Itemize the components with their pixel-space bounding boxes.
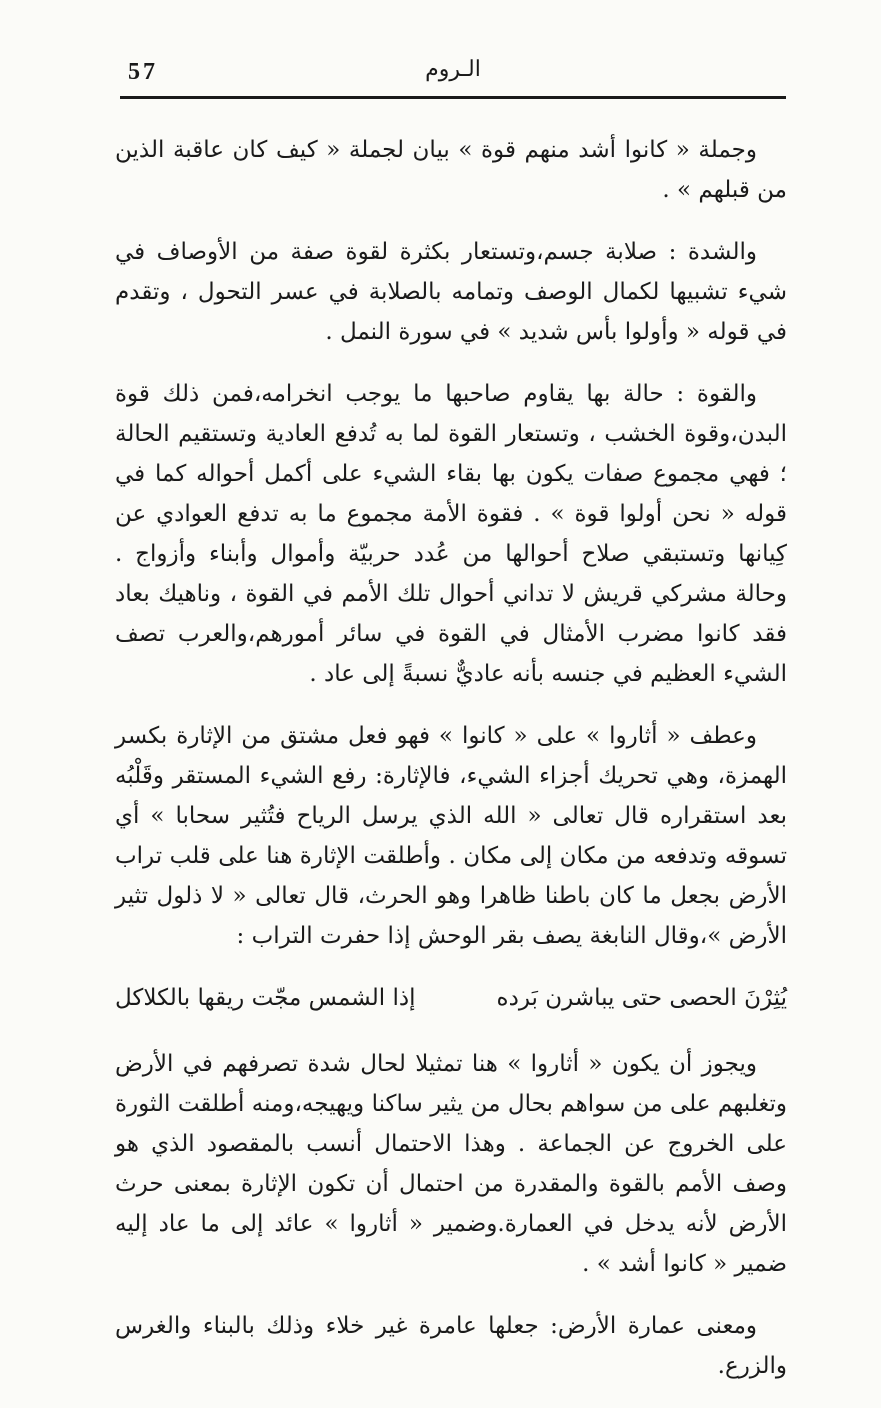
paragraph-yajuz: ويجوز أن يكون « أثاروا » هنا تمثيلا لحال شدة تصرفهم في الأرض وتغلبهم على من سواهم بحال من يثير ساكنا ويهيجه،ومنه أطلقت الثورة على الخروج عن الجماعة . وهذا الاحتمال أنسب بالمقصود الذي هو وصف الأمم بالقوة والمقدرة من احتمال أن تكون الإثارة بمعنى حرث الأرض لأنه يدخل في العمارة.وضمير « أثاروا » عائد إلى ما عاد إليه ضمير « كانوا أشد » .: [115, 1051, 787, 1277]
surah-title: الـروم: [425, 57, 481, 82]
body-text: [115, 130, 787, 1408]
paragraph-imara: ومعنى عمارة الأرض: جعلها عامرة غير خلاء وذلك بالبناء والغرس والزرع.: [115, 1313, 787, 1379]
header-rule: [120, 96, 786, 99]
verse-second-hemistich: إذا الشمس مجّت ريقها بالكلاكل: [115, 985, 416, 1011]
poetry-verse: [115, 978, 787, 1022]
running-header: [120, 55, 786, 95]
paragraph-shidda: والشدة : صلابة جسم،وتستعار بكثرة لقوة صفة من الأوصاف في شيء تشبيها لكمال الوصف وتمامه بالصلابة في عسر التحول ، وتقدم في قوله « وأولوا بأس شديد » في سورة النمل .: [115, 239, 787, 345]
paragraph-jumla: وجملة « كانوا أشد منهم قوة » بيان لجملة « كيف كان عاقبة الذين من قبلهم » .: [115, 137, 787, 203]
page-number: 57: [128, 59, 158, 85]
paragraph-atf-atharu: وعطف « أثاروا » على « كانوا » فهو فعل مشتق من الإثارة بكسر الهمزة، وهي تحريك أجزاء الشيء، فالإثارة: رفع الشيء المستقر وقَلْبُه بعد استقراره قال تعالى « الله الذي يرسل الرياح فتُثير سحابا » أي تسوقه وتدفعه من مكان إلى مكان . وأطلقت الإثارة هنا على قلب تراب الأرض بجعل ما كان باطنا ظاهرا وهو الحرث، قال تعالى « لا ذلول تثير الأرض »،وقال النابغة يصف بقر الوحش إذا حفرت التراب :: [115, 723, 787, 949]
paragraph-quwwa: والقوة : حالة بها يقاوم صاحبها ما يوجب انخرامه،فمن ذلك قوة البدن،وقوة الخشب ، وتستعار القوة لما به تُدفع العادية وتستقيم الحالة ؛ فهي مجموع صفات يكون بها بقاء الشيء على أكمل أحواله كما في قوله « نحن أولوا قوة » . فقوة الأمة مجموع ما به تدفع العوادي عن كِيانها وتستبقي صلاح أحوالها من عُدد حربيّة وأموال وأبناء وأزواج . وحالة مشركي قريش لا تداني أحوال تلك الأمم في القوة ، وناهيك بعاد فقد كانوا مضرب الأمثال في القوة في سائر أمورهم،والعرب تصف الشيء العظيم في جنسه بأنه عاديٌّ نسبةً إلى عاد .: [115, 381, 788, 687]
verse-first-hemistich: يُثِرْنَ الحصى حتى يباشرن بَرده: [496, 985, 787, 1011]
